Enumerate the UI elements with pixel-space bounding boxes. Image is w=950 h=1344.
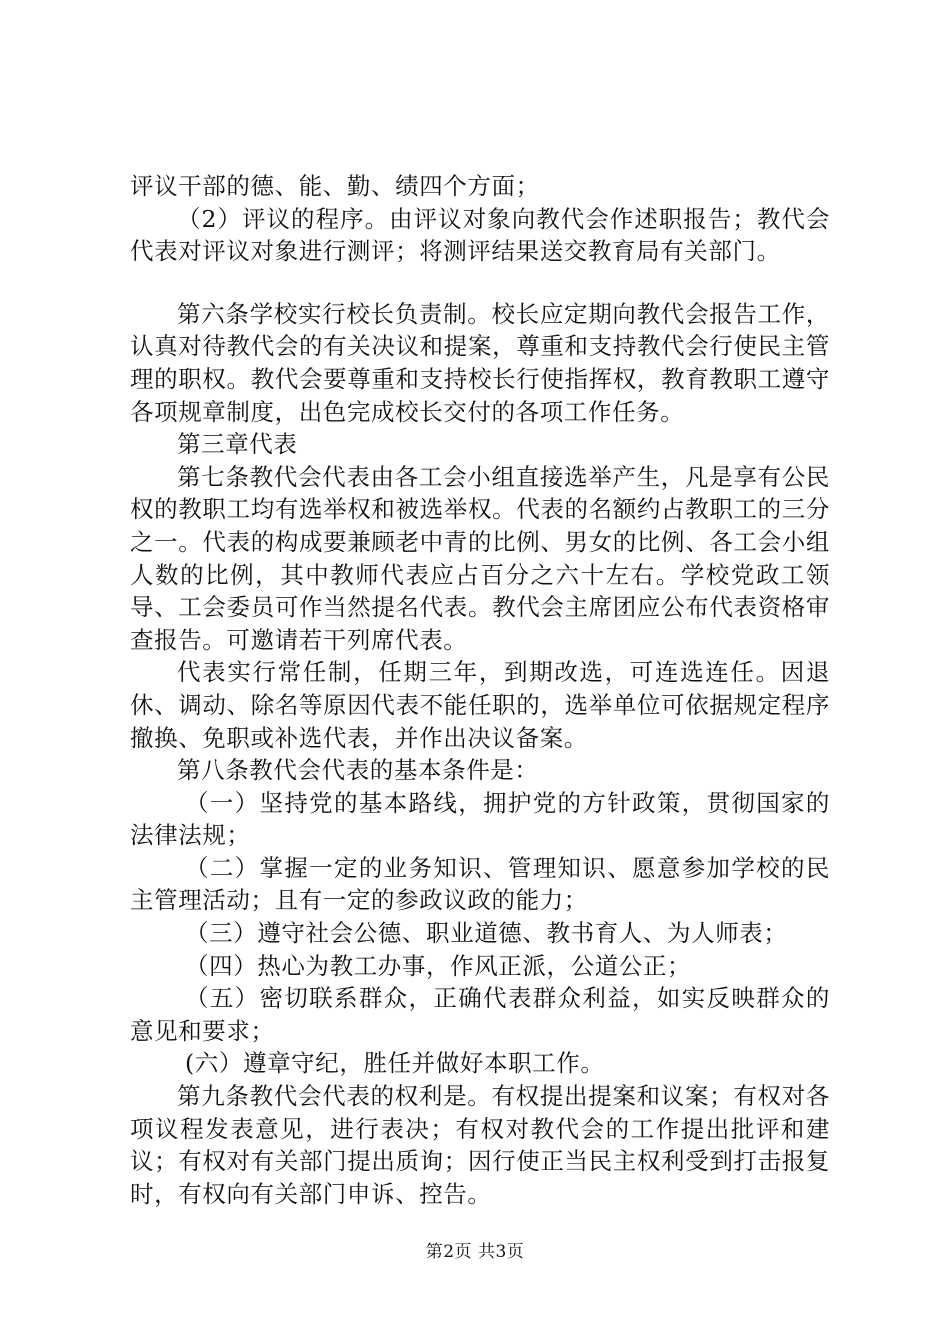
- paragraph-article-7: 第七条教代会代表由各工会小组直接选举产生，凡是享有公民权的教职工均有选举权和被选举权。代表的名额约占教职工的三分之一。代表的构成要兼顾老中青的比例、男女的比例、各工会小组人数的比例，其中教师代表应占百分之六十左右。学校党政工领导、工会委员可作当然提名代表。教代会主席团应公布代表资格审查报告。可邀请若干列席代表。: [130, 462, 830, 654]
- list-item-condition-5: （五）密切联系群众，正确代表群众利益，如实反映群众的意见和要求；: [130, 984, 830, 1045]
- paragraph-representative-term: 代表实行常任制，任期三年，到期改选，可连选连任。因退休、调动、除名等原因代表不能任职的，选举单位可依据规定程序撤换、免职或补选代表，并作出决议备案。: [130, 658, 830, 752]
- list-item-condition-3: （三）遵守社会公德、职业道德、教书育人、为人师表；: [185, 919, 788, 948]
- paragraph-evaluation-procedure: （2）评议的程序。由评议对象向教代会作述职报告；教代会代表对评议对象进行测评；将测评结果送交教育局有关部门。: [130, 204, 830, 266]
- list-item-condition-6: (六）遵章守纪，胜任并做好本职工作。: [185, 1049, 605, 1078]
- paragraph-evaluation-scope: 评议干部的德、能、勤、绩四个方面；: [130, 172, 540, 200]
- chapter-heading: 第三章代表: [177, 430, 298, 459]
- page-number-footer: 第2页 共3页: [425, 1242, 525, 1262]
- paragraph-article-9: 第九条教代会代表的权利是。有权提出提案和议案；有权对各项议程发表意见，进行表决；有权对教代会的工作提出批评和建议；有权对有关部门提出质询；因行使正当民主权利受到打击报复时，有权向有关部门申诉、控告。: [130, 1082, 830, 1208]
- paragraph-article-6: 第六条学校实行校长负责制。校长应定期向教代会报告工作，认真对待教代会的有关决议和提案，尊重和支持教代会行使民主管理的职权。教代会要尊重和支持校长行使指挥权，教育教职工遵守各项规章制度，出色完成校长交付的各项工作任务。: [130, 299, 830, 426]
- paragraph-article-8: 第八条教代会代表的基本条件是：: [177, 756, 539, 785]
- list-item-condition-2: （二）掌握一定的业务知识、管理知识、愿意参加学校的民主管理活动；且有一定的参政议政的能力；: [130, 853, 830, 915]
- list-item-condition-1: （一）坚持党的基本路线，拥护党的方针政策，贯彻国家的法律法规；: [130, 788, 830, 850]
- list-item-condition-4: （四）热心为教工办事，作风正派，公道公正；: [185, 951, 692, 980]
- document-body: [130, 170, 830, 1210]
